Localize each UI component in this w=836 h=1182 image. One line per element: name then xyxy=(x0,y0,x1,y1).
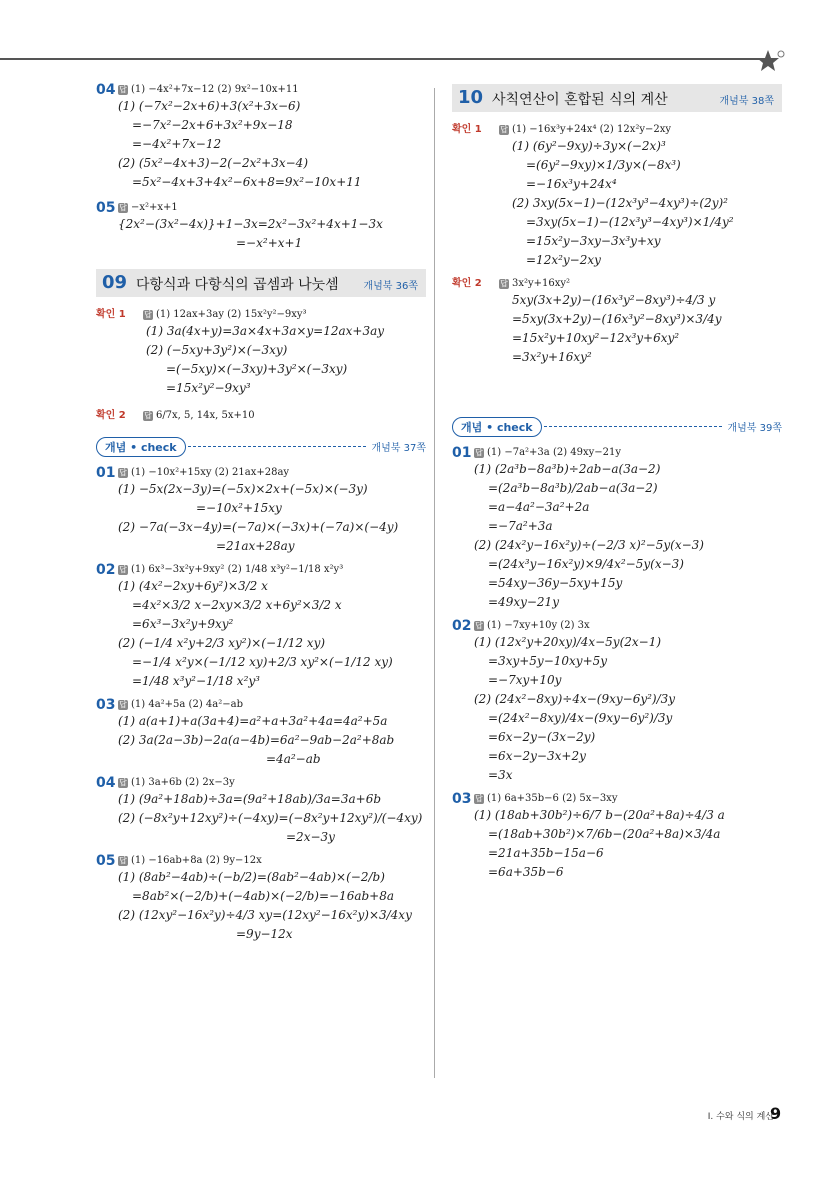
answer-badge: 답 xyxy=(500,278,508,288)
solution-line: (2) −7a(−3x−4y)=(−7a)×(−3x)+(−7a)×(−4y) xyxy=(118,520,399,534)
concept-check-label: 개념 • check xyxy=(96,437,186,457)
solution-line: =6x³−3x²y+9xy² xyxy=(132,617,234,631)
solution-line: (1) (2a³b−8a³b)÷2ab−a(3a−2) xyxy=(474,462,661,476)
page-number: 9 xyxy=(770,1104,782,1123)
section-reference: 개념북 38쪽 xyxy=(719,96,774,107)
solution-line: =6x−2y−3x+2y xyxy=(488,749,586,763)
problem-number: 03 xyxy=(96,697,116,713)
confirm-1 xyxy=(96,307,426,398)
solution-line: =6x−2y−(3x−2y) xyxy=(488,730,596,744)
confirm-1 xyxy=(452,122,782,270)
solution-line: (2) 3xy(5x−1)−(12x³y³−4xy³)÷(2y)² xyxy=(512,196,728,210)
solution-line: (1) (9a²+18ab)÷3a=(9a²+18ab)/3a=3a+6b xyxy=(118,792,382,806)
problem-number: 04 xyxy=(96,82,116,98)
problem-number: 02 xyxy=(96,562,116,578)
solution-line: 5xy(3x+2y)−(16x³y²−8xy³)÷4/3 y xyxy=(512,293,716,307)
solution-line: =5x²−4x+3+4x²−6x+8=9x²−10x+11 xyxy=(132,175,362,189)
solution-line: (2) (−8x²y+12xy²)÷(−4xy)=(−8x²y+12xy²)/(−4xy) xyxy=(118,811,423,825)
answer-badge: 답 xyxy=(144,309,152,319)
answer: 답 (1) −16ab+8a (2) 9y−12x xyxy=(119,855,262,866)
answer-badge: 답 xyxy=(119,202,127,212)
answer: 답 −x²+x+1 xyxy=(119,202,178,213)
solution-line: (1) (12x²y+20xy)/4x−5y(2x−1) xyxy=(474,635,662,649)
solution-line: =−7a²+3a xyxy=(488,519,553,533)
concept-check-bar xyxy=(452,417,782,437)
answer-badge: 답 xyxy=(475,447,483,457)
solution-line: =a−4a²−3a²+2a xyxy=(488,500,590,514)
solution-line: (2) (24x²−8xy)÷4x−(9xy−6y²)/3y xyxy=(474,692,676,706)
solution-line: =21ax+28ay xyxy=(216,539,295,553)
answer: 답 (1) −7a²+3a (2) 49xy−21y xyxy=(475,447,622,458)
confirm-2 xyxy=(452,276,782,367)
answer-badge: 답 xyxy=(144,410,152,420)
solution-line: =−1/4 x²y×(−1/12 xy)+2/3 xy²×(−1/12 xy) xyxy=(132,655,393,669)
answer: 답 (1) 6a+35b−6 (2) 5x−3xy xyxy=(475,793,618,804)
right-column xyxy=(452,82,782,888)
answer-badge: 답 xyxy=(119,699,127,709)
problem-number: 05 xyxy=(96,200,116,216)
solution-line: =−16x³y+24x⁴ xyxy=(526,177,617,191)
section-number: 09 xyxy=(102,272,128,293)
solution-line: =3xy+5y−10xy+5y xyxy=(488,654,608,668)
solution-line: (1) (4x²−2xy+6y²)×3/2 x xyxy=(118,579,268,593)
solution-line: =12x²y−2xy xyxy=(526,253,601,267)
solution-line: =6a+35b−6 xyxy=(488,865,564,879)
answer: 답 (1) 4a²+5a (2) 4a²−ab xyxy=(119,699,243,710)
problem-04b xyxy=(96,775,426,847)
section-title: 다항식과 다항식의 곱셈과 나눗셈 xyxy=(136,277,339,293)
solution-line: (2) (−5xy+3y²)×(−3xy) xyxy=(146,343,288,357)
solution-line: =(2a³b−8a³b)/2ab−a(3a−2) xyxy=(488,481,658,495)
problem-02 xyxy=(96,562,426,691)
problem-05b xyxy=(96,853,426,944)
answer: 답 (1) 3a+6b (2) 2x−3y xyxy=(119,777,235,788)
answer: 답 (1) −7xy+10y (2) 3x xyxy=(475,620,590,631)
problem-number: 05 xyxy=(96,853,116,869)
concept-check-reference: 개념북 39쪽 xyxy=(727,423,782,434)
star-icon xyxy=(756,48,786,74)
answer: (1) 12ax+3ay (2) 15x²y²−9xy³ xyxy=(155,309,307,320)
solution-line: (2) (24x²y−16x²y)÷(−2/3 x)²−5y(x−3) xyxy=(474,538,704,552)
solution-line: =4x²×3/2 x−2xy×3/2 x+6y²×3/2 x xyxy=(132,598,342,612)
solution-line: =−4x²+7x−12 xyxy=(132,137,222,151)
solution-line: =5xy(3x+2y)−(16x³y²−8xy³)×3/4y xyxy=(512,312,722,326)
section-reference: 개념북 36쪽 xyxy=(363,281,418,292)
solution-line: =54xy−36y−5xy+15y xyxy=(488,576,623,590)
answer-badge: 답 xyxy=(500,124,508,134)
problem-03 xyxy=(96,697,426,769)
problem-number: 03 xyxy=(452,791,472,807)
solution-line: (2) (−1/4 x²y+2/3 xy²)×(−1/12 xy) xyxy=(118,636,326,650)
solution-line: (2) (12xy²−16x²y)÷4/3 xy=(12xy²−16x²y)×3/4xy xyxy=(118,908,412,922)
answer: 3x²y+16xy² xyxy=(511,278,571,289)
solution-line: =21a+35b−15a−6 xyxy=(488,846,604,860)
solution-line: =3xy(5x−1)−(12x³y³−4xy³)×1/4y² xyxy=(526,215,734,229)
solution-line: =−7x²−2x+6+3x²+9x−18 xyxy=(132,118,293,132)
section-header-10 xyxy=(452,84,782,112)
answer: 답 (1) −4x²+7x−12 (2) 9x²−10x+11 xyxy=(119,84,299,95)
solution-line: =(24x³y−16x²y)×9/4x²−5y(x−3) xyxy=(488,557,684,571)
solution-line: (1) (18ab+30b²)÷6/7 b−(20a²+8a)÷4/3 a xyxy=(474,808,725,822)
answer-badge: 답 xyxy=(119,777,127,787)
concept-check-bar xyxy=(96,437,426,457)
problem-03 xyxy=(452,791,782,882)
problem-05 xyxy=(96,200,426,253)
confirm-2 xyxy=(96,408,426,423)
top-rule xyxy=(0,58,770,60)
problem-number: 02 xyxy=(452,618,472,634)
answer-badge: 답 xyxy=(119,564,127,574)
solution-line: =(24x²−8xy)/4x−(9xy−6y²)/3y xyxy=(488,711,673,725)
problem-02 xyxy=(452,618,782,785)
solution-line: {2x²−(3x²−4x)}+1−3x=2x²−3x²+4x+1−3x xyxy=(118,217,383,231)
left-column xyxy=(96,82,426,950)
solution-line: =3x xyxy=(488,768,513,782)
answer: 6/7x, 5, 14x, 5x+10 xyxy=(155,410,255,421)
solution-line: (1) (−7x²−2x+6)+3(x²+3x−6) xyxy=(118,99,301,113)
problem-01 xyxy=(452,445,782,612)
solution-line: =2x−3y xyxy=(286,830,335,844)
answer-badge: 답 xyxy=(475,793,483,803)
confirm-label: 확인 2 xyxy=(452,278,482,289)
solution-line: =(6y²−9xy)×1/3y×(−8x³) xyxy=(526,158,681,172)
solution-line: =15x²y²−9xy³ xyxy=(166,381,251,395)
solution-line: =−10x²+15xy xyxy=(196,501,282,515)
section-title: 사칙연산이 혼합된 식의 계산 xyxy=(492,92,668,108)
problem-number: 01 xyxy=(96,465,116,481)
solution-line: =15x²y−3xy−3x³y+xy xyxy=(526,234,661,248)
solution-line: (1) 3a(4x+y)=3a×4x+3a×y=12ax+3ay xyxy=(146,324,385,338)
solution-line: (1) (6y²−9xy)÷3y×(−2x)³ xyxy=(512,139,666,153)
dotted-rule xyxy=(188,446,366,447)
solution-line: =4a²−ab xyxy=(266,752,321,766)
problem-01 xyxy=(96,465,426,556)
answer-badge: 답 xyxy=(119,84,127,94)
answer-badge: 답 xyxy=(475,620,483,630)
confirm-label: 확인 1 xyxy=(452,124,482,135)
problem-number: 04 xyxy=(96,775,116,791)
answer: (1) −16x³y+24x⁴ (2) 12x²y−2xy xyxy=(511,124,672,135)
solution-line: =9y−12x xyxy=(236,927,293,941)
solution-line: =(−5xy)×(−3xy)+3y²×(−3xy) xyxy=(166,362,348,376)
solution-line: (1) −5x(2x−3y)=(−5x)×2x+(−5x)×(−3y) xyxy=(118,482,368,496)
dotted-rule xyxy=(544,426,722,427)
section-header-09 xyxy=(96,269,426,297)
answer-badge: 답 xyxy=(119,467,127,477)
solution-line: =−7xy+10y xyxy=(488,673,562,687)
solution-line: =8ab²×(−2/b)+(−4ab)×(−2/b)=−16ab+8a xyxy=(132,889,395,903)
problem-04 xyxy=(96,82,426,192)
answer-badge: 답 xyxy=(119,855,127,865)
solution-line: =49xy−21y xyxy=(488,595,559,609)
confirm-label: 확인 1 xyxy=(96,309,126,320)
solution-line: (2) (5x²−4x+3)−2(−2x²+3x−4) xyxy=(118,156,309,170)
section-number: 10 xyxy=(458,87,484,108)
answer: 답 (1) −10x²+15xy (2) 21ax+28ay xyxy=(119,467,290,478)
solution-line: =15x²y+10xy²−12x³y+6xy² xyxy=(512,331,680,345)
solution-line: =−x²+x+1 xyxy=(236,236,303,250)
solution-line: =(18ab+30b²)×7/6b−(20a²+8a)×3/4a xyxy=(488,827,721,841)
problem-number: 01 xyxy=(452,445,472,461)
column-divider xyxy=(434,88,435,1078)
concept-check-reference: 개념북 37쪽 xyxy=(371,443,426,454)
solution-line: (1) (8ab²−4ab)÷(−b/2)=(8ab²−4ab)×(−2/b) xyxy=(118,870,385,884)
concept-check-label: 개념 • check xyxy=(452,417,542,437)
confirm-label: 확인 2 xyxy=(96,410,126,421)
solution-line: (1) a(a+1)+a(3a+4)=a²+a+3a²+4a=4a²+5a xyxy=(118,714,388,728)
solution-line: =1/48 x³y²−1/18 x²y³ xyxy=(132,674,260,688)
answer: 답 (1) 6x³−3x²y+9xy² (2) 1/48 x³y²−1/18 x²y³ xyxy=(119,564,344,575)
chapter-footer: Ⅰ. 수와 식의 계산 xyxy=(707,1112,774,1122)
solution-line: =3x²y+16xy² xyxy=(512,350,592,364)
solution-line: (2) 3a(2a−3b)−2a(a−4b)=6a²−9ab−2a²+8ab xyxy=(118,733,395,747)
